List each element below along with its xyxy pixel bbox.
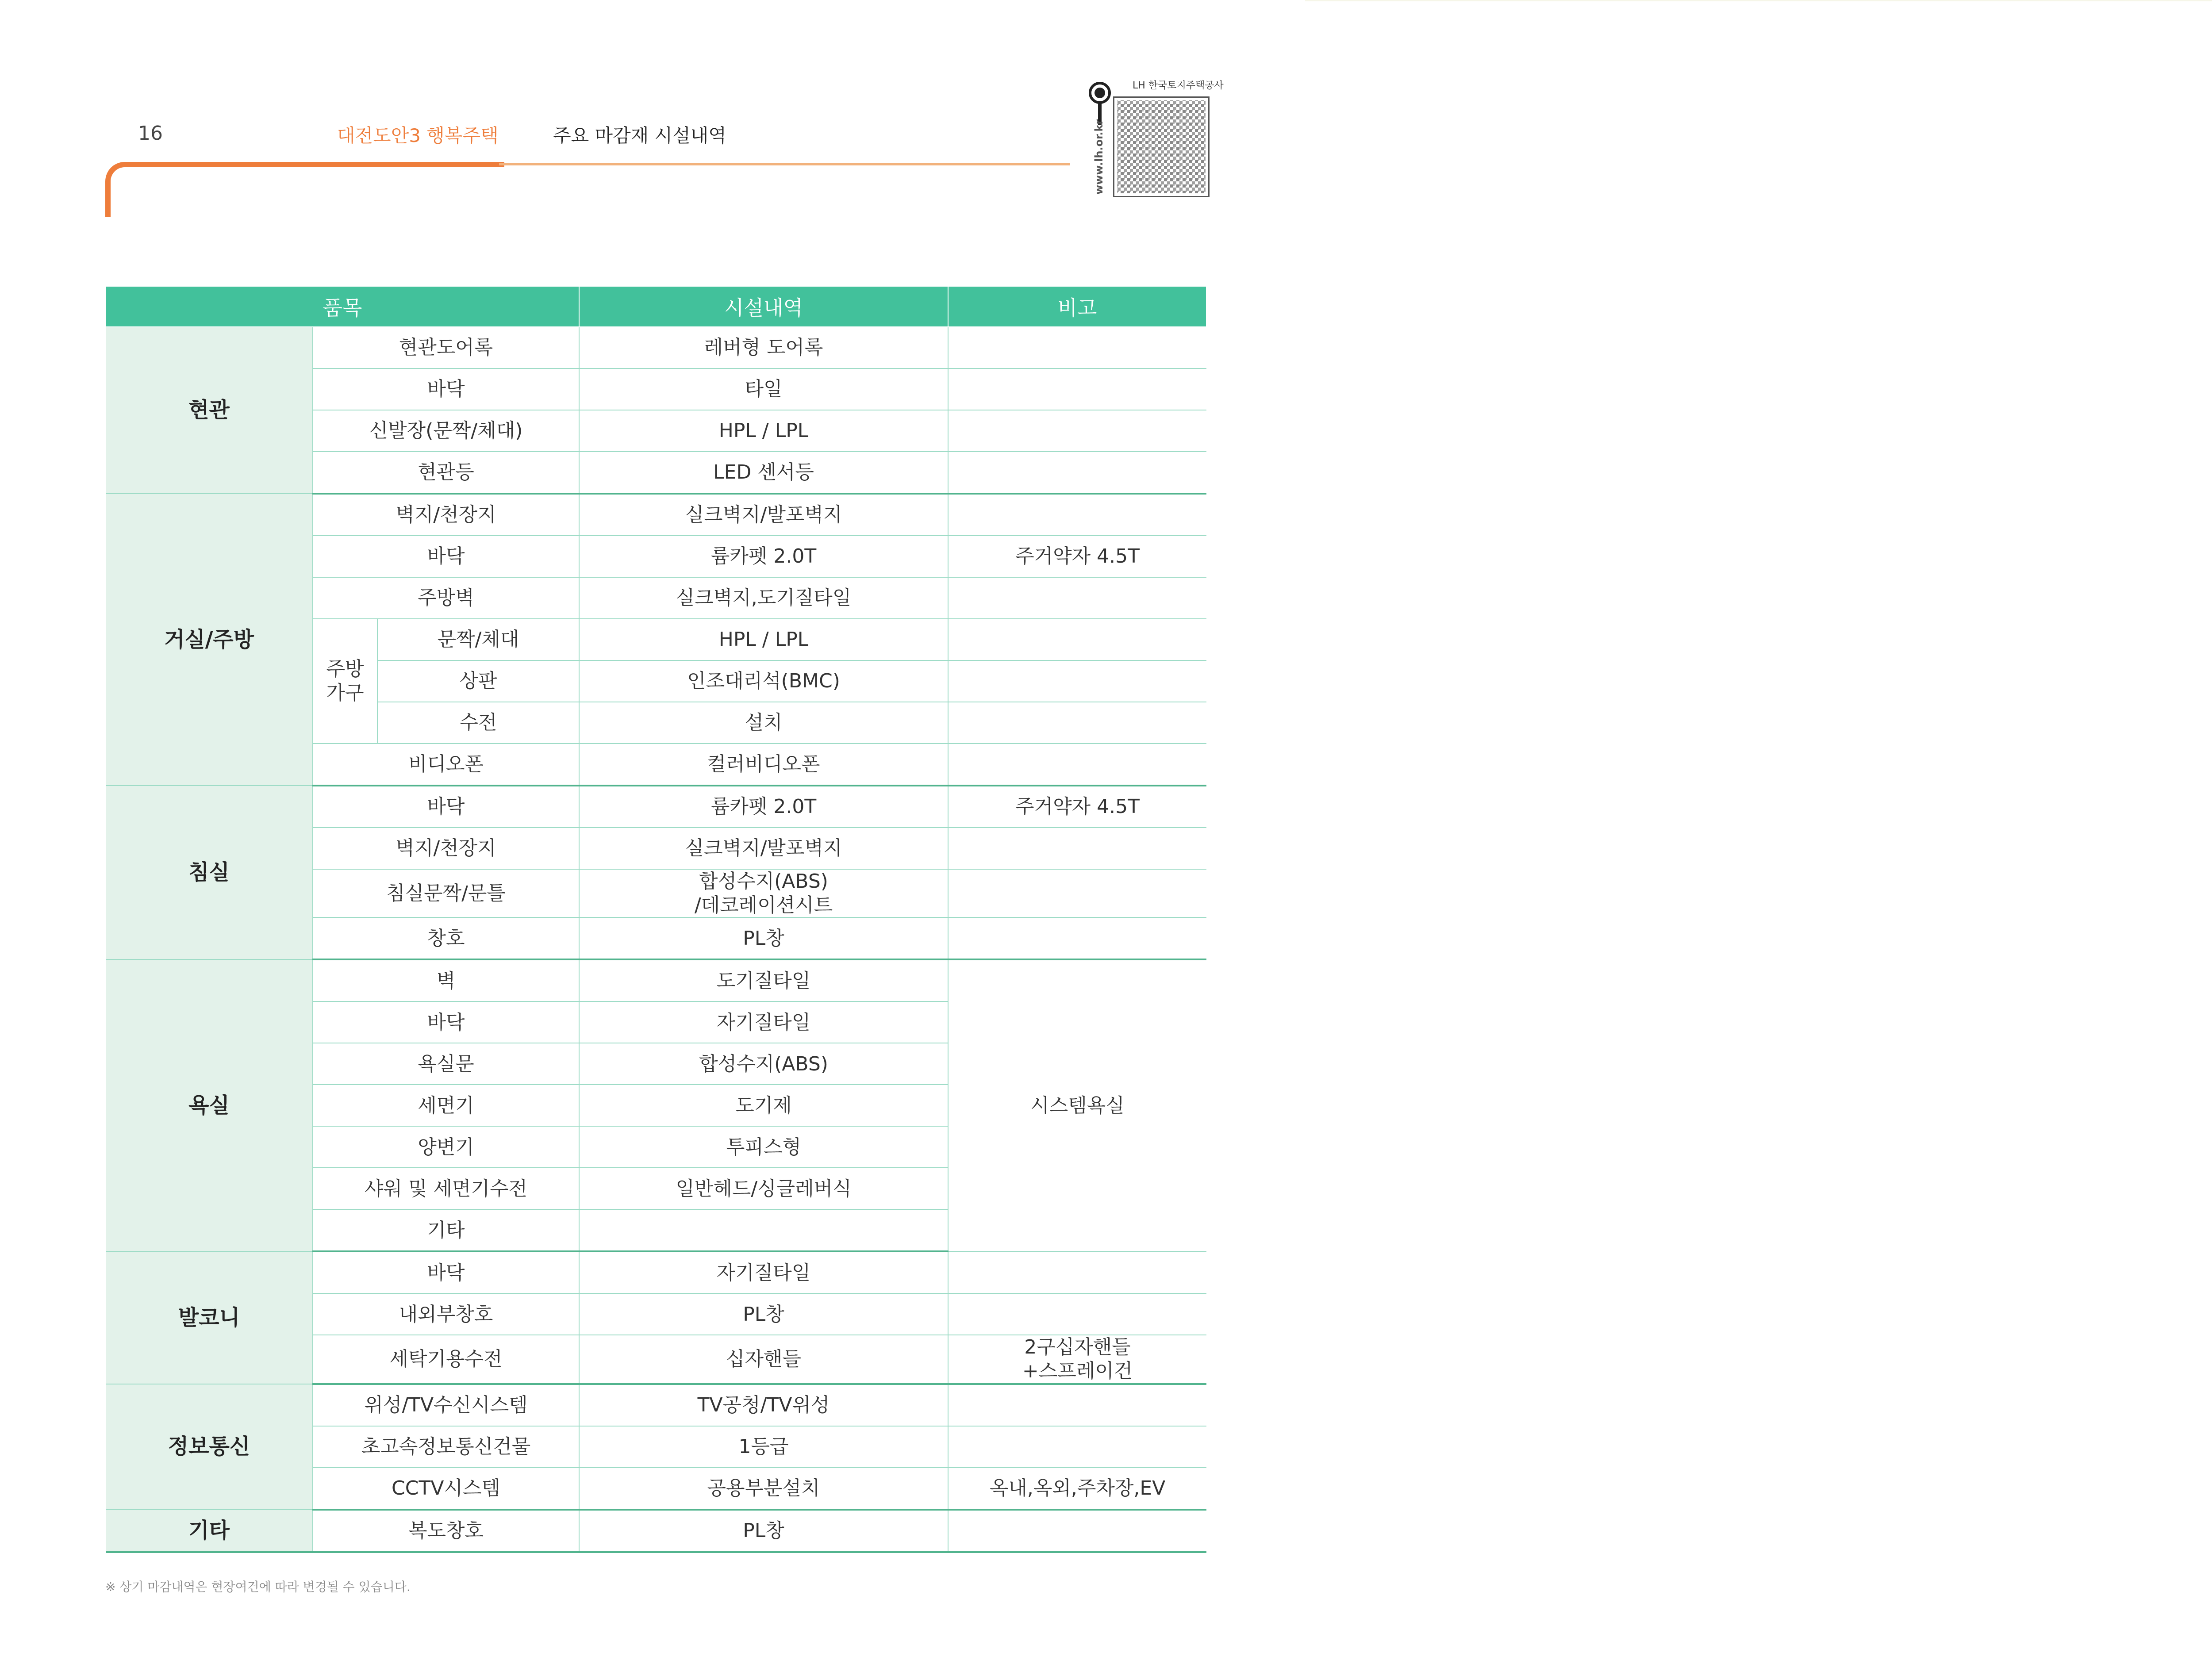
item-cell: 벽지/천장지 <box>313 828 579 869</box>
spec-cell: 일반헤드/싱글레버식 <box>579 1168 948 1209</box>
table-row <box>106 1251 1206 1293</box>
page-number: 16 <box>138 122 163 145</box>
spec-cell: 자기질타일 <box>579 1001 948 1043</box>
spec-cell: 타일 <box>579 368 948 410</box>
item-cell: 내외부창호 <box>313 1293 579 1335</box>
spec-cell: 십자핸들 <box>579 1335 948 1384</box>
note-cell <box>948 410 1206 452</box>
spec-cell: 실크벽지/발포벽지 <box>579 828 948 869</box>
item-cell: 욕실문 <box>313 1043 579 1085</box>
item-cell: 현관도어록 <box>313 327 579 368</box>
spec-cell: 투피스형 <box>579 1126 948 1168</box>
item-cell: 세탁기용수전 <box>313 1335 579 1384</box>
category-telecom: 정보통신 <box>106 1384 313 1510</box>
item-cell: 바닥 <box>313 1251 579 1293</box>
top-hairline <box>1305 0 2212 1</box>
spec-cell: HPL / LPL <box>579 619 948 660</box>
spec-cell: 도기제 <box>579 1085 948 1126</box>
note-cell <box>948 1384 1206 1426</box>
note-cell <box>948 577 1206 619</box>
note-cell: 옥내,옥외,주차장,EV <box>948 1468 1206 1510</box>
category-bathroom: 욕실 <box>106 959 313 1251</box>
header-accent-rule <box>105 162 504 217</box>
spec-cell: 합성수지(ABS) <box>579 1043 948 1085</box>
header-note: 비고 <box>948 286 1206 327</box>
note-cell <box>948 452 1206 494</box>
item-cell: 현관등 <box>313 452 579 494</box>
note-cell: 주거약자 4.5T <box>948 536 1206 577</box>
item-cell: CCTV시스템 <box>313 1468 579 1510</box>
spec-cell: 실크벽지/발포벽지 <box>579 494 948 536</box>
spec-cell: 컬러비디오폰 <box>579 744 948 786</box>
spec-cell: 공용부분설치 <box>579 1468 948 1510</box>
item-cell: 바닥 <box>313 368 579 410</box>
category-etc: 기타 <box>106 1510 313 1552</box>
item-cell: 창호 <box>313 917 579 959</box>
footnote: ※ 상기 마감내역은 현장여건에 따라 변경될 수 있습니다. <box>105 1580 411 1594</box>
note-cell: 2구십자핸들 +스프레이건 <box>948 1335 1206 1384</box>
qr-code <box>1113 96 1210 197</box>
item-cell: 벽지/천장지 <box>313 494 579 536</box>
item-cell: 위성/TV수신시스템 <box>313 1384 579 1426</box>
note-cell <box>948 327 1206 368</box>
category-living-kitchen: 거실/주방 <box>106 494 313 786</box>
spec-cell: PL창 <box>579 1293 948 1335</box>
table-row <box>106 494 1206 536</box>
spec-cell: 설치 <box>579 702 948 744</box>
item-cell: 복도창호 <box>313 1510 579 1552</box>
spec-cell: 실크벽지,도기질타일 <box>579 577 948 619</box>
note-cell <box>948 702 1206 744</box>
item-cell: 기타 <box>313 1209 579 1251</box>
note-cell <box>948 1426 1206 1468</box>
note-cell <box>948 1251 1206 1293</box>
note-cell <box>948 494 1206 536</box>
spec-cell: 합성수지(ABS) /데코레이션시트 <box>579 869 948 917</box>
page-title: 주요 마감재 시설내역 <box>553 125 726 146</box>
item-cell: 주방벽 <box>313 577 579 619</box>
item-cell: 바닥 <box>313 786 579 828</box>
note-cell <box>948 368 1206 410</box>
spec-cell: 1등급 <box>579 1426 948 1468</box>
item-cell: 상판 <box>377 660 579 702</box>
note-cell <box>948 744 1206 786</box>
note-cell <box>948 869 1206 917</box>
seal-url: www.lh.or.kr <box>1093 119 1105 195</box>
header-spec: 시설내역 <box>579 286 948 327</box>
item-cell: 벽 <box>313 959 579 1001</box>
note-cell <box>948 917 1206 959</box>
note-cell <box>948 1510 1206 1552</box>
item-cell: 바닥 <box>313 536 579 577</box>
table-header-row <box>106 286 1206 327</box>
spec-cell: 도기질타일 <box>579 959 948 1001</box>
note-cell <box>948 619 1206 660</box>
item-cell: 문짝/체대 <box>377 619 579 660</box>
table-row <box>106 327 1206 368</box>
note-cell <box>948 1293 1206 1335</box>
qr-pattern <box>1114 98 1208 196</box>
note-cell <box>948 660 1206 702</box>
spec-cell: TV공청/TV위성 <box>579 1384 948 1426</box>
item-cell: 신발장(문짝/체대) <box>313 410 579 452</box>
note-cell: 주거약자 4.5T <box>948 786 1206 828</box>
table-row <box>106 1510 1206 1552</box>
item-cell: 양변기 <box>313 1126 579 1168</box>
header-item: 품목 <box>106 286 579 327</box>
item-cell: 침실문짝/문틀 <box>313 869 579 917</box>
item-cell: 초고속정보통신건물 <box>313 1426 579 1468</box>
spec-cell: PL창 <box>579 1510 948 1552</box>
spec-cell: LED 센서등 <box>579 452 948 494</box>
table-row <box>106 959 1206 1001</box>
spec-cell <box>579 1209 948 1251</box>
category-balcony: 발코니 <box>106 1251 313 1384</box>
table-row <box>106 786 1206 828</box>
item-cell: 세면기 <box>313 1085 579 1126</box>
spec-cell: HPL / LPL <box>579 410 948 452</box>
subcategory-kitchen-furniture: 주방 가구 <box>313 619 377 744</box>
section-label: 대전도안3 행복주택 <box>337 125 499 146</box>
item-cell: 수전 <box>377 702 579 744</box>
spec-cell: PL창 <box>579 917 948 959</box>
note-cell-system-bath: 시스템욕실 <box>948 959 1206 1251</box>
header-thin-rule <box>499 163 1070 165</box>
item-cell: 샤워 및 세면기수전 <box>313 1168 579 1209</box>
note-cell <box>948 828 1206 869</box>
spec-cell: 륨카펫 2.0T <box>579 786 948 828</box>
category-entrance: 현관 <box>106 327 313 494</box>
spec-cell: 인조대리석(BMC) <box>579 660 948 702</box>
qr-label: LH 한국토지주택공사 <box>1133 80 1224 91</box>
materials-table <box>105 286 1207 1553</box>
item-cell: 바닥 <box>313 1001 579 1043</box>
category-bedroom: 침실 <box>106 786 313 959</box>
table-row <box>106 1384 1206 1426</box>
spec-cell: 륨카펫 2.0T <box>579 536 948 577</box>
spec-cell: 레버형 도어록 <box>579 327 948 368</box>
item-cell: 비디오폰 <box>313 744 579 786</box>
spec-cell: 자기질타일 <box>579 1251 948 1293</box>
